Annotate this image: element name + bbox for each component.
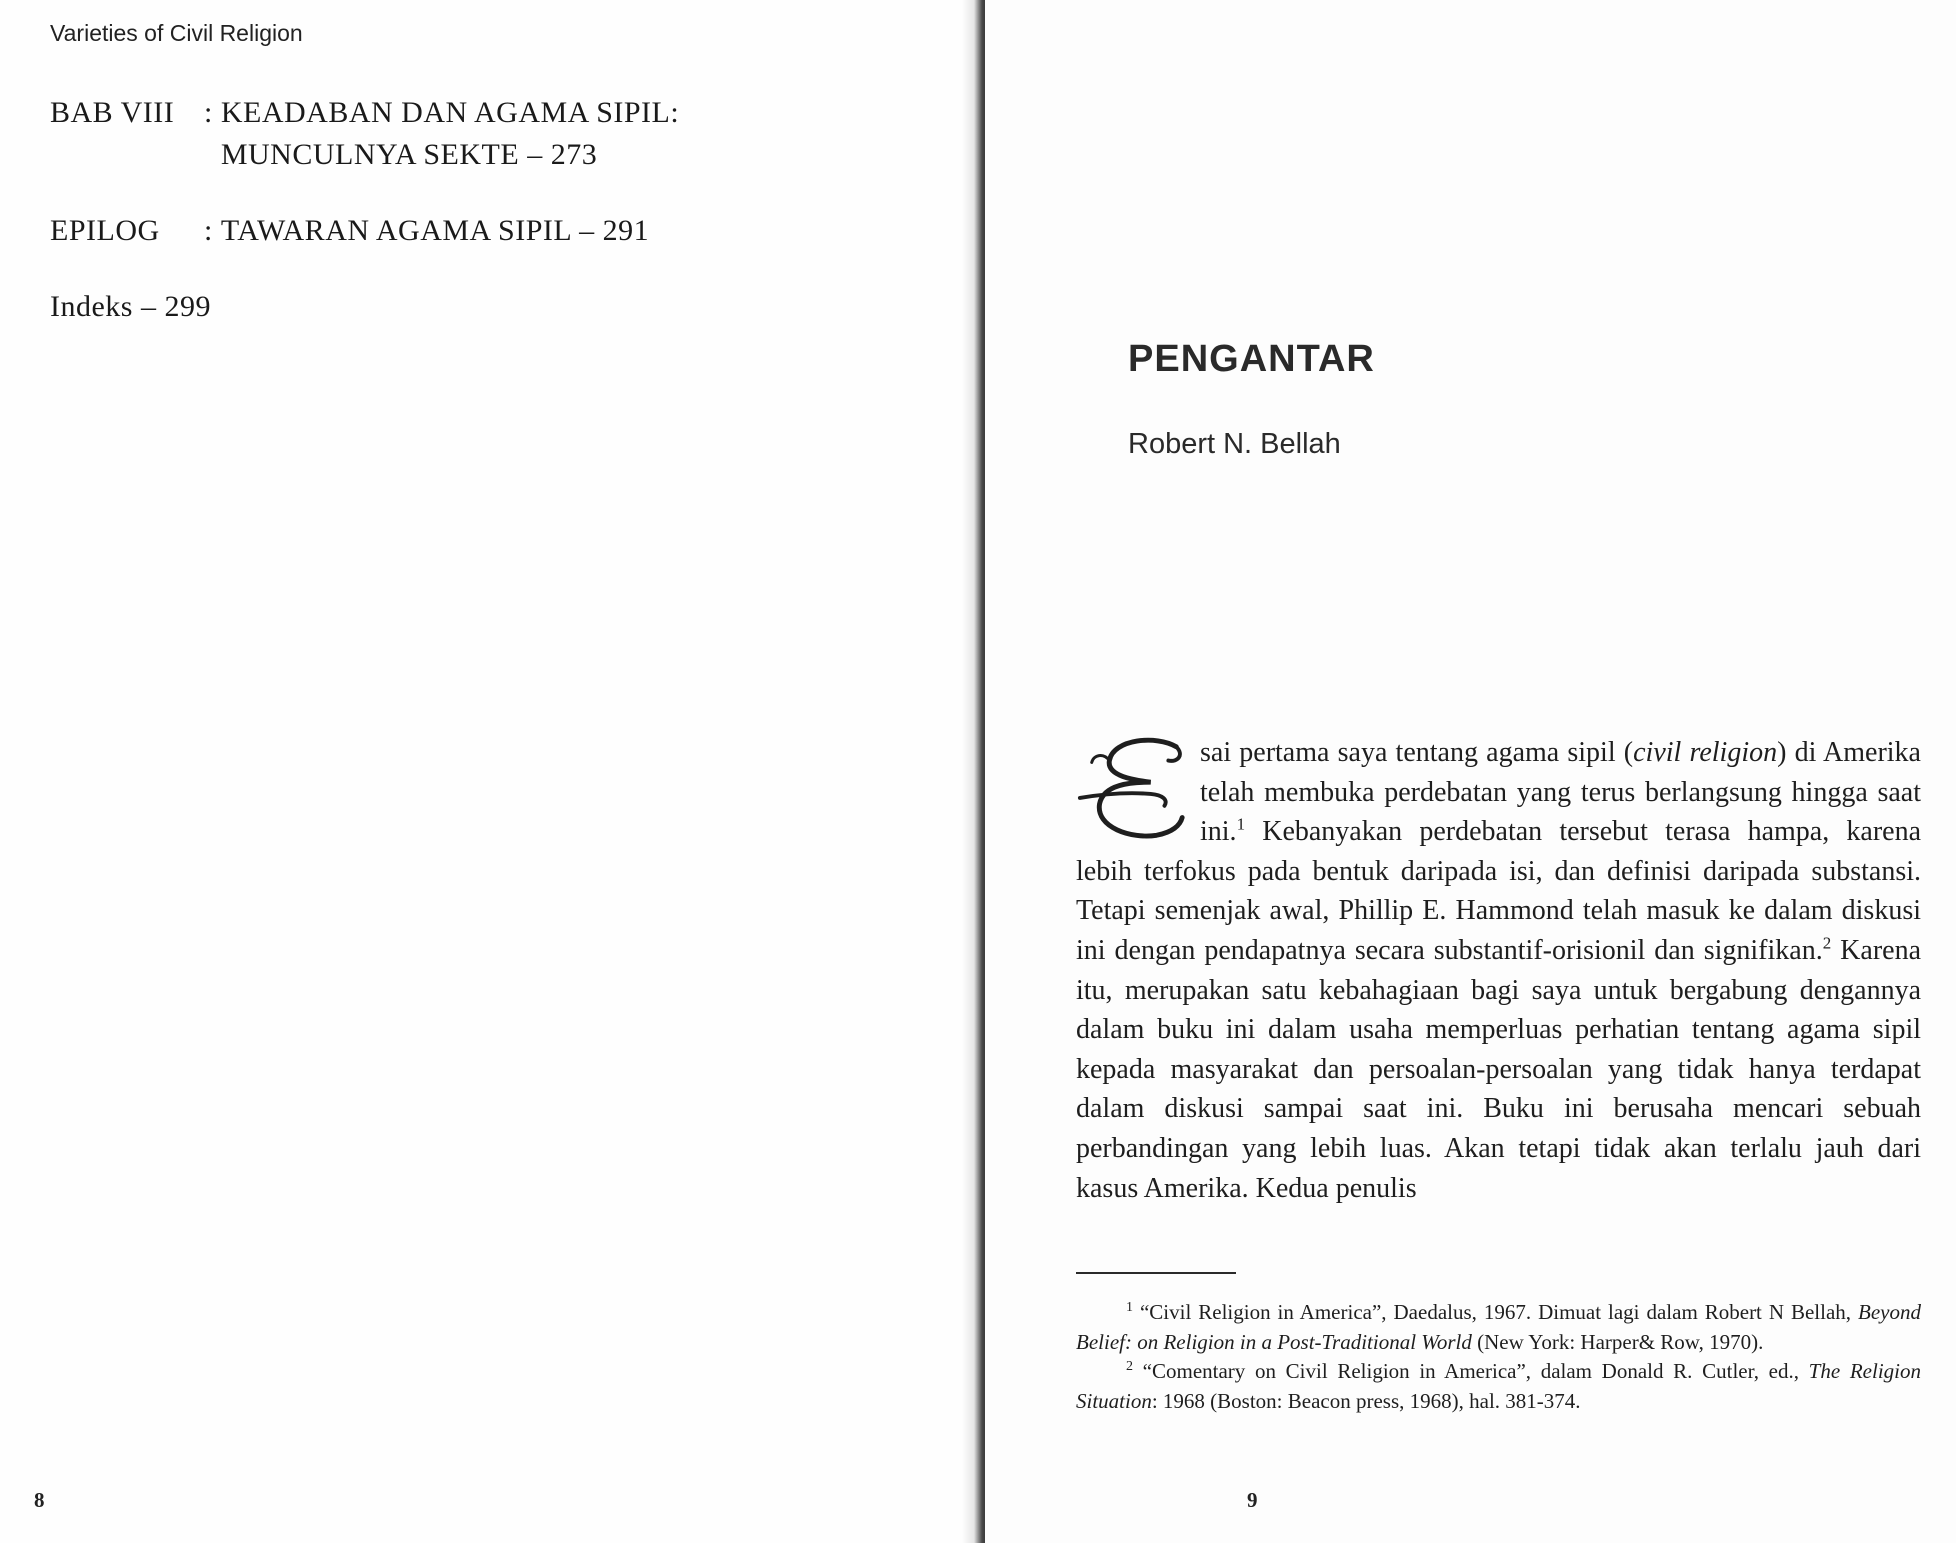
toc-separator: : [196,96,221,129]
toc-title-line: TAWARAN AGAMA SIPIL – 291 [220,214,650,247]
toc-entry-index: Indeks – 299 [50,290,211,323]
toc-label: EPILOG [50,214,160,247]
toc-entry-epilog [50,210,649,252]
running-head: Varieties of Civil Religion [50,20,303,46]
footnote-mark: 1 [1126,1300,1133,1315]
toc-entry-bab-viii [50,92,679,176]
page-number-right: 9 [1247,1488,1258,1512]
left-page [0,0,975,1543]
footnote-2 [1076,1357,1921,1416]
footnote-reference: 1 [1236,814,1246,834]
body-paragraph [1076,733,1921,1208]
footnote-text: : 1968 (Boston: Beacon press, 1968), hal. 381-374. [1151,1388,1581,1413]
body-text-run: sai pertama saya tentang agama sipil ( [1200,737,1634,768]
body-text-run: ) di Amerika telah membuka perdebatan yang terus berlangsung hingga saat ini. [1200,737,1921,848]
toc-separator: : [188,214,221,247]
footnote-text: “Comentary on Civil Religion in America”, dalam Donald R. Cutler, ed., [1133,1359,1809,1383]
chapter-title: PENGANTAR [1128,338,1375,380]
body-text-run: Karena itu, merupakan satu kebahagiaan bagi saya untuk bergabung dengannya dalam buku ini dalam usaha memperluas perhatian tentang agama sipil kepada masyarakat dan persoalan-persoalan yang tidak hanya terdapat dalam diskusi sampai saat ini. Buku ini berusaha mencari sebuah perbandingan yang lebih luas. Akan tetapi tidak akan terlalu jauh dari kasus Amerika. Kedua penulis [1076,934,1922,1204]
footnote-reference: 2 [1822,933,1832,953]
toc-label: BAB VIII [50,96,175,129]
footnotes [1076,1298,1921,1416]
footnote-1 [1076,1298,1921,1357]
body-text-run: Kebanyakan perdebatan tersebut terasa hampa, karena lebih terfokus pada bentuk daripada isi, dan definisi daripada substansi. Tetapi semenjak awal, Phillip E. Hammond telah masuk ke dalam diskusi ini dengan pendapatnya secara substantif-orisionil dan signifikan. [1076,816,1921,966]
footnote-italic: Beyond Belief: on Religion in a Post-Traditional World [1076,1300,1921,1354]
chapter-author: Robert N. Bellah [1128,428,1341,460]
dropcap-e-ornament [1074,733,1192,851]
footnote-mark: 2 [1126,1359,1133,1374]
toc-title-line: KEADABAN DAN AGAMA SIPIL: [220,96,680,129]
footnote-text: (New York: Harper& Row, 1970). [1471,1329,1764,1354]
dropcap-e-icon [1074,733,1192,851]
body-text-italic: civil religion [1633,737,1778,768]
toc-title [221,210,649,252]
page-number-left: 8 [34,1488,45,1512]
toc-title [221,92,679,176]
footnote-text: “Civil Religion in America”, Daedalus, 1967. Dimuat lagi dalam Robert N Bellah, [1133,1300,1859,1324]
toc-title-line: MUNCULNYA SEKTE – 273 [220,138,598,171]
footnote-divider [1076,1272,1236,1274]
footnote-italic: The Religion Situation [1076,1359,1921,1413]
